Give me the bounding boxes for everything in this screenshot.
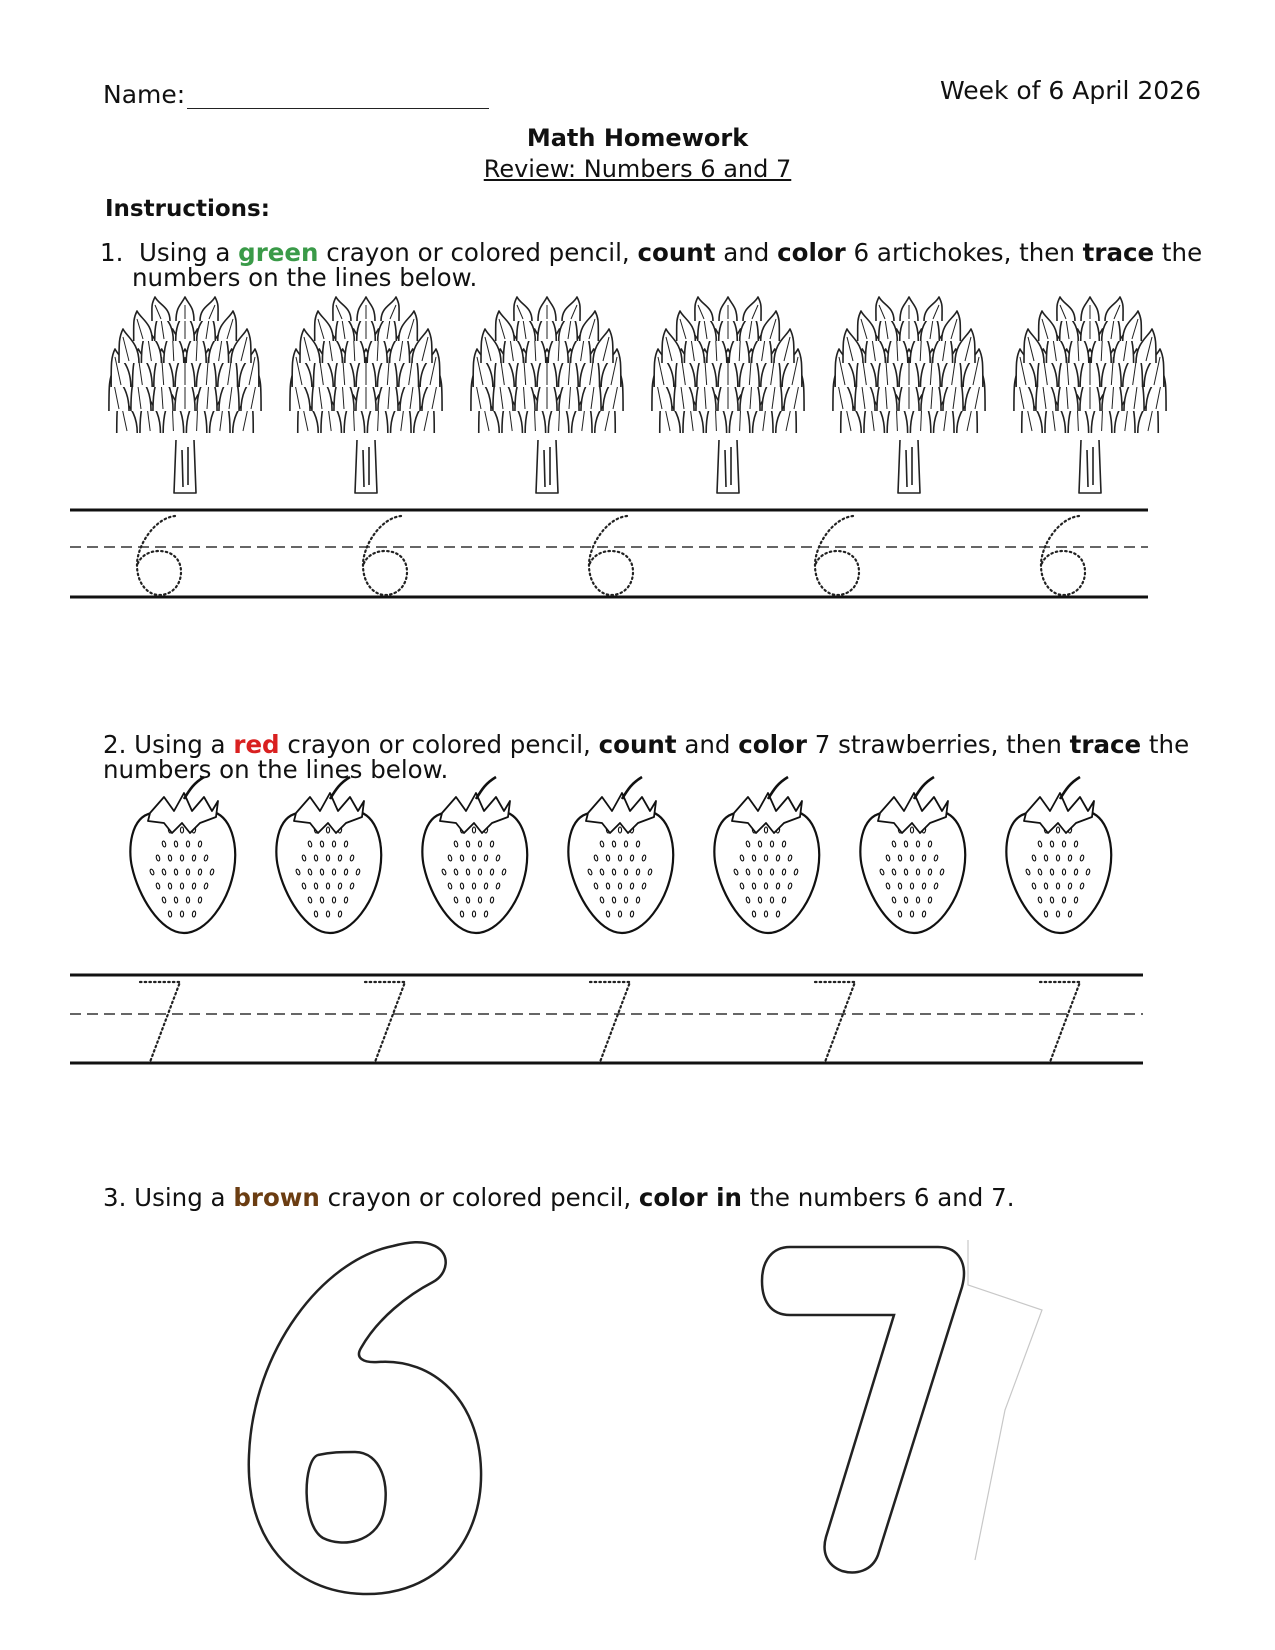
trace-digit-6[interactable] (815, 516, 859, 595)
instruction-text: and (715, 238, 778, 267)
keyword-color: color (738, 730, 807, 759)
color-word-brown: brown (233, 1183, 320, 1212)
scan-artifact (960, 1240, 1050, 1570)
trace-digit-7[interactable] (365, 982, 405, 1062)
instruction-number: 1. (100, 238, 124, 267)
trace-digit-6[interactable] (363, 516, 407, 595)
strawberry-picture[interactable] (568, 777, 673, 933)
strawberry-picture[interactable] (276, 777, 381, 933)
week-date: Week of 6 April 2026 (939, 76, 1201, 105)
strawberry-picture[interactable] (422, 777, 527, 933)
instruction-2 (103, 732, 1223, 782)
instruction-3 (103, 1185, 1203, 1210)
strawberry-picture[interactable] (714, 777, 819, 933)
instruction-text: Using a (126, 730, 234, 759)
name-field[interactable] (103, 80, 489, 109)
instruction-text: crayon or colored pencil, (318, 238, 638, 267)
artichoke-picture[interactable] (1014, 297, 1166, 493)
artichoke-picture[interactable] (109, 297, 261, 493)
instruction-text: Using a (138, 238, 239, 267)
instruction-text: numbers on the lines below. (103, 755, 449, 784)
keyword-trace: trace (1082, 238, 1155, 267)
keyword-color: color (777, 238, 846, 267)
keyword-count: count (598, 730, 677, 759)
artichoke-picture[interactable] (652, 297, 804, 493)
instruction-text: the (1141, 730, 1190, 759)
page-title: Math Homework (526, 124, 749, 152)
keyword-trace: trace (1069, 730, 1142, 759)
instruction-text: 7 strawberries, then (806, 730, 1070, 759)
strawberry-picture[interactable] (1006, 777, 1111, 933)
color-word-green: green (238, 238, 319, 267)
strawberry-picture[interactable] (860, 777, 965, 933)
instruction-text: crayon or colored pencil, (279, 730, 599, 759)
color-word-red: red (233, 730, 280, 759)
artichoke-picture[interactable] (833, 297, 985, 493)
artichoke-picture[interactable] (471, 297, 623, 493)
trace-digit-6[interactable] (1041, 516, 1085, 595)
name-label: Name: (103, 80, 186, 109)
strawberry-picture[interactable] (130, 777, 235, 933)
instruction-text: 6 artichokes, then (845, 238, 1083, 267)
name-blank-line[interactable] (187, 84, 489, 109)
outline-six[interactable] (243, 1240, 503, 1600)
trace-digit-6[interactable] (589, 516, 633, 595)
instruction-text: numbers on the lines below. (132, 263, 478, 292)
trace-digit-7[interactable] (1040, 982, 1080, 1062)
instruction-1 (100, 240, 1220, 290)
keyword-color-in: color in (638, 1183, 742, 1212)
outline-seven-shape[interactable] (762, 1247, 964, 1572)
instructions-heading: Instructions: (105, 196, 270, 222)
instruction-text: and (676, 730, 739, 759)
trace-digit-7[interactable] (590, 982, 630, 1062)
trace-digit-7[interactable] (815, 982, 855, 1062)
instruction-number: 2. (103, 730, 127, 759)
page-subtitle: Review: Numbers 6 and 7 (483, 155, 792, 183)
instruction-text: the (1154, 238, 1203, 267)
trace-digit-7[interactable] (140, 982, 180, 1062)
outline-six-shape[interactable] (249, 1242, 481, 1594)
instruction-text: crayon or colored pencil, (319, 1183, 639, 1212)
artichoke-picture[interactable] (290, 297, 442, 493)
keyword-count: count (637, 238, 716, 267)
trace-digit-6[interactable] (137, 516, 181, 595)
instruction-text: 3. Using a (103, 1183, 234, 1212)
instruction-text: the numbers 6 and 7. (741, 1183, 1015, 1212)
outline-seven[interactable] (760, 1245, 970, 1575)
